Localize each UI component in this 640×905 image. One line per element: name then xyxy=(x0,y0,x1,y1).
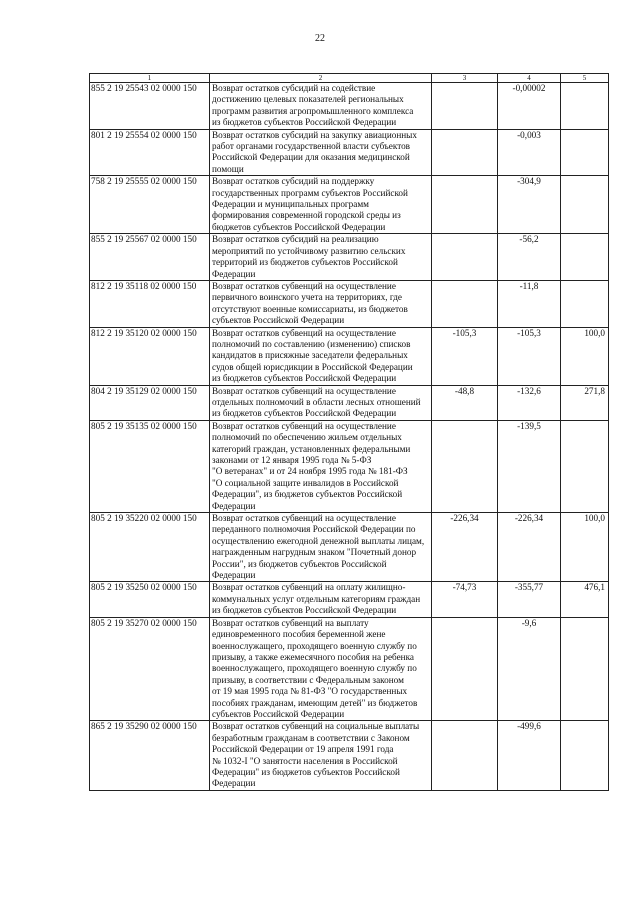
description-line: Российской Федерации от 19 апреля 1991 года xyxy=(212,744,394,755)
description-line: из бюджетов субъектов Российской Федерации xyxy=(212,117,397,128)
description-line: помощи xyxy=(212,163,244,174)
percent-cell xyxy=(561,234,609,281)
actual-value-cell: -355,77 xyxy=(498,582,561,617)
description-line: "О социальной защите инвалидов в Российской xyxy=(212,477,399,488)
description-cell xyxy=(210,176,432,234)
description-cell xyxy=(210,385,432,420)
description-cell xyxy=(210,327,432,385)
actual-value-cell: -0,00002 xyxy=(498,83,561,130)
actual-value-cell: -139,5 xyxy=(498,420,561,512)
table-row xyxy=(90,234,609,281)
description-cell xyxy=(210,129,432,176)
plan-value-cell xyxy=(432,617,498,721)
description-line: Возврат остатков субвенций на осуществление xyxy=(212,385,396,396)
description-line: Возврат остатков субвенций на осуществление xyxy=(212,280,396,291)
actual-value-cell: -304,9 xyxy=(498,176,561,234)
description-line: из бюджетов субъектов Российской Федерации xyxy=(212,605,397,616)
table-row xyxy=(90,280,609,327)
table-row xyxy=(90,327,609,385)
description-line: достижению целевых показателей региональных xyxy=(212,94,404,105)
description-line: формирования современной городской среды из xyxy=(212,210,401,221)
description-cell xyxy=(210,234,432,281)
description-cell xyxy=(210,721,432,790)
description-line: законами от 12 января 1995 года № 5-ФЗ xyxy=(212,455,372,465)
description-cell xyxy=(210,617,432,721)
table-row xyxy=(90,129,609,176)
description-cell xyxy=(210,280,432,327)
actual-value-cell: -226,34 xyxy=(498,513,561,582)
column-number: 5 xyxy=(561,74,609,83)
description-line: отсутствуют военные комиссариаты, из бюджетов xyxy=(212,303,408,314)
percent-cell xyxy=(561,420,609,512)
description-line: "О ветеранах" и от 24 ноября 1995 года № 181-ФЗ xyxy=(212,466,408,477)
description-line: мероприятий по устойчивому развитию сельских xyxy=(212,245,406,256)
description-line: Федерации xyxy=(212,268,256,279)
description-cell xyxy=(210,513,432,582)
plan-value-cell: -74,73 xyxy=(432,582,498,617)
budget-code-cell: 801 2 19 25554 02 0000 150 xyxy=(90,129,210,176)
plan-value-cell xyxy=(432,721,498,790)
description-line: субъектов Российской Федерации xyxy=(212,315,345,326)
description-line: Федерации", из бюджетов субъектов Российской xyxy=(212,489,403,500)
description-cell xyxy=(210,420,432,512)
column-number: 4 xyxy=(498,74,561,83)
budget-table xyxy=(89,73,609,791)
table-row xyxy=(90,420,609,512)
percent-cell: 100,0 xyxy=(561,327,609,385)
description-line: призыву, а также ежемесячного пособия на ребенка xyxy=(212,651,414,662)
description-line: военнослужащего, проходящего военную службу по xyxy=(212,640,417,651)
actual-value-cell: -56,2 xyxy=(498,234,561,281)
percent-cell xyxy=(561,721,609,790)
column-number: 2 xyxy=(210,74,432,83)
budget-code-cell: 855 2 19 25567 02 0000 150 xyxy=(90,234,210,281)
description-line: Возврат остатков субсидий на реализацию xyxy=(212,234,379,245)
description-line: коммунальных услуг отдельным категориям граждан xyxy=(212,593,421,604)
actual-value-cell: -9,6 xyxy=(498,617,561,721)
table-row xyxy=(90,513,609,582)
actual-value-cell: -105,3 xyxy=(498,327,561,385)
budget-code-cell: 812 2 19 35118 02 0000 150 xyxy=(90,280,210,327)
column-number-row xyxy=(90,74,609,83)
description-line: Возврат остатков субсидий на закупку авиационных xyxy=(212,129,417,140)
description-line: кандидатов в присяжные заседатели федеральных xyxy=(212,350,408,361)
plan-value-cell: -226,34 xyxy=(432,513,498,582)
description-line: первичного воинского учета на территориях, где xyxy=(212,292,402,303)
description-line: Федерации и муниципальных программ xyxy=(212,199,369,210)
description-line: от 19 мая 1995 года № 81-ФЗ "О государственных xyxy=(212,686,408,697)
description-line: единовременного пособия беременной жене xyxy=(212,629,386,640)
budget-code-cell: 758 2 19 25555 02 0000 150 xyxy=(90,176,210,234)
table-row xyxy=(90,617,609,721)
description-line: программ развития агропромышленного комплекса xyxy=(212,105,414,116)
budget-code-cell: 805 2 19 35220 02 0000 150 xyxy=(90,513,210,582)
description-line: из бюджетов субъектов Российской Федерации xyxy=(212,373,397,384)
percent-cell: 271,8 xyxy=(561,385,609,420)
percent-cell xyxy=(561,83,609,130)
description-line: Российской Федерации для оказания медицинской xyxy=(212,152,410,163)
budget-code-cell: 855 2 19 25543 02 0000 150 xyxy=(90,83,210,130)
description-line: Возврат остатков субвенций на выплату xyxy=(212,617,369,628)
description-line: государственных программ субъектов Российской xyxy=(212,187,408,198)
description-line: Возврат остатков субсидий на содействие xyxy=(212,83,376,93)
actual-value-cell: -11,8 xyxy=(498,280,561,327)
description-line: осуществлению ежегодной денежной выплаты лицам, xyxy=(212,535,425,546)
table-row xyxy=(90,83,609,130)
description-line: Федерации xyxy=(212,500,256,511)
description-line: Возврат остатков субсидий на поддержку xyxy=(212,176,375,187)
budget-code-cell: 812 2 19 35120 02 0000 150 xyxy=(90,327,210,385)
percent-cell: 100,0 xyxy=(561,513,609,582)
budget-code-cell: 805 2 19 35135 02 0000 150 xyxy=(90,420,210,512)
description-line: Возврат остатков субвенций на осуществление xyxy=(212,513,396,524)
description-line: полномочий по составлению (изменению) списков xyxy=(212,338,411,349)
budget-code-cell: 865 2 19 35290 02 0000 150 xyxy=(90,721,210,790)
table-row xyxy=(90,176,609,234)
description-line: пособиях гражданам, имеющим детей" из бюджетов xyxy=(212,697,418,708)
table-row xyxy=(90,721,609,790)
plan-value-cell xyxy=(432,420,498,512)
description-line: Возврат остатков субвенций на социальные выплаты xyxy=(212,721,420,732)
description-line: Возврат остатков субвенций на оплату жилищно- xyxy=(212,582,406,593)
table-row xyxy=(90,385,609,420)
description-line: безработным гражданам в соответствии с Законом xyxy=(212,732,410,743)
description-line: награжденным нагрудным знаком "Почетный донор xyxy=(212,547,417,558)
description-line: Федерации xyxy=(212,570,256,581)
plan-value-cell xyxy=(432,280,498,327)
description-line: субъектов Российской Федерации xyxy=(212,708,345,719)
budget-code-cell: 805 2 19 35270 02 0000 150 xyxy=(90,617,210,721)
description-line: бюджетов субъектов Российской Федерации xyxy=(212,221,386,232)
description-line: переданного полномочия Российской Федерации по xyxy=(212,524,416,535)
description-line: Возврат остатков субвенций на осуществление xyxy=(212,420,396,431)
actual-value-cell: -132,6 xyxy=(498,385,561,420)
description-line: из бюджетов субъектов Российской Федерации xyxy=(212,408,397,419)
percent-cell xyxy=(561,280,609,327)
description-line: судов общей юрисдикции в Российской Федерации xyxy=(212,361,413,372)
description-line: территорий из бюджетов субъектов Российской xyxy=(212,257,398,268)
description-cell xyxy=(210,83,432,130)
description-line: военнослужащего, проходящего военную службу по xyxy=(212,663,417,674)
plan-value-cell xyxy=(432,234,498,281)
plan-value-cell xyxy=(432,176,498,234)
description-line: Возврат остатков субвенций на осуществление xyxy=(212,327,396,338)
percent-cell: 476,1 xyxy=(561,582,609,617)
percent-cell xyxy=(561,176,609,234)
description-line: Федерации" из бюджетов субъектов Российской xyxy=(212,766,400,777)
page-number: 22 xyxy=(315,33,325,44)
description-cell xyxy=(210,582,432,617)
percent-cell xyxy=(561,617,609,721)
actual-value-cell: -499,6 xyxy=(498,721,561,790)
description-line: отдельных полномочий в области лесных отношений xyxy=(212,396,421,407)
column-number: 1 xyxy=(90,74,210,83)
actual-value-cell: -0,003 xyxy=(498,129,561,176)
description-line: № 1032-I "О занятости населения в Российской xyxy=(212,755,398,766)
budget-code-cell: 805 2 19 35250 02 0000 150 xyxy=(90,582,210,617)
description-line: работ органами государственной власти субъектов xyxy=(212,141,411,152)
description-line: России", из бюджетов субъектов Российской xyxy=(212,558,387,569)
budget-code-cell: 804 2 19 35129 02 0000 150 xyxy=(90,385,210,420)
table-row xyxy=(90,582,609,617)
plan-value-cell: -48,8 xyxy=(432,385,498,420)
column-number: 3 xyxy=(432,74,498,83)
description-line: Федерации xyxy=(212,778,256,789)
description-line: категорий граждан, установленных федеральными xyxy=(212,443,411,454)
description-line: полномочий по обеспечению жильем отдельных xyxy=(212,432,402,443)
plan-value-cell: -105,3 xyxy=(432,327,498,385)
plan-value-cell xyxy=(432,83,498,130)
description-line: призыву, в соответствии с Федеральным законом xyxy=(212,674,404,685)
plan-value-cell xyxy=(432,129,498,176)
percent-cell xyxy=(561,129,609,176)
